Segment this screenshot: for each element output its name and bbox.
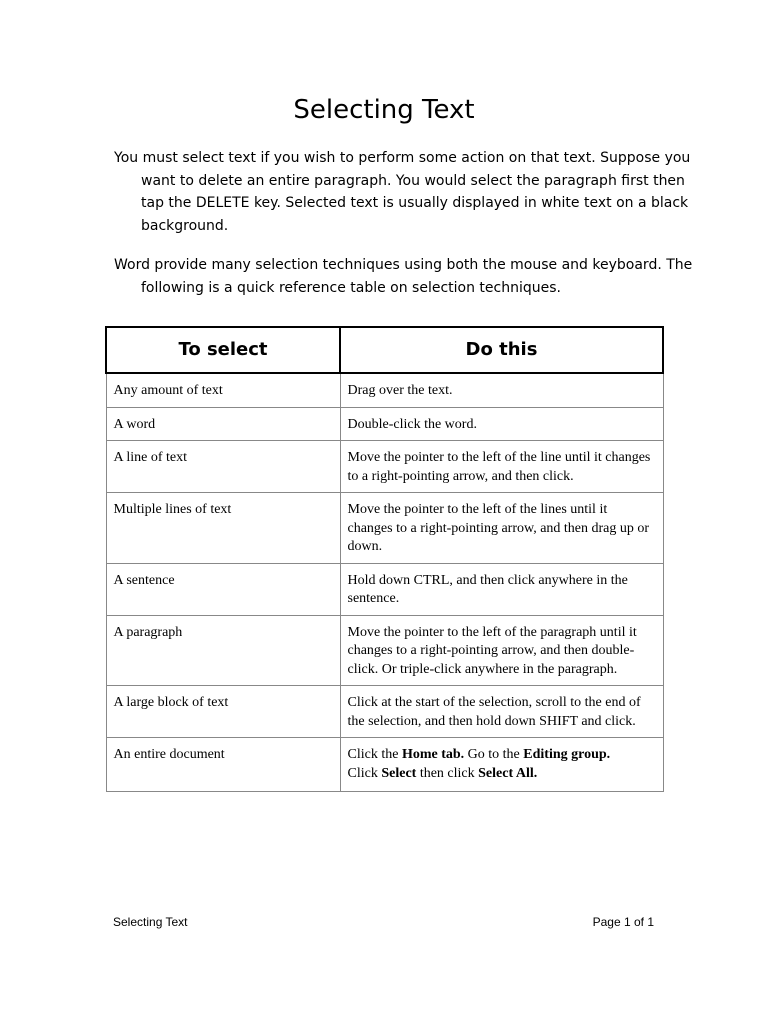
header-do-this: Do this	[340, 327, 663, 373]
selection-reference-table	[105, 326, 664, 792]
table-row	[106, 407, 663, 441]
table-row	[106, 686, 663, 738]
action-cell: Move the pointer to the left of the paragraph until it changes to a right-pointing arrow, and then double-click. Or triple-click anywhere in the paragraph.	[340, 615, 663, 686]
select-cell: A line of text	[106, 441, 340, 493]
select-cell: An entire document	[106, 738, 340, 792]
action-text: Go to the	[464, 747, 524, 762]
select-cell: A large block of text	[106, 686, 340, 738]
action-cell: Click at the start of the selection, scroll to the end of the selection, and then hold down SHIFT and click.	[340, 686, 663, 738]
action-cell: Drag over the text.	[340, 373, 663, 407]
select-cell: A word	[106, 407, 340, 441]
select-cell: A sentence	[106, 563, 340, 615]
editing-group-label: Editing group.	[523, 747, 611, 762]
intro-paragraph: You must select text if you wish to perform some action on that text. Suppose you want to delete an entire paragraph. You would select the paragraph first then tap the DELETE key. Selected text is usually displayed in white text on a black background.	[114, 150, 691, 234]
select-cell: A paragraph	[106, 615, 340, 686]
select-all-command-label: Select All.	[478, 765, 538, 781]
action-cell: Double-click the word.	[340, 407, 663, 441]
select-command-label: Select	[381, 765, 417, 781]
page-title: Selecting Text	[293, 95, 475, 126]
action-cell	[340, 738, 663, 792]
footer-page-number: Page 1 of 1	[592, 915, 654, 929]
action-text: then click	[416, 765, 479, 781]
table-row	[106, 615, 663, 686]
table-row	[106, 563, 663, 615]
techniques-paragraph: Word provide many selection techniques using both the mouse and keyboard. The following is a quick reference table on selection techniques.	[114, 257, 693, 296]
action-text: Click	[347, 765, 382, 781]
select-cell: Multiple lines of text	[106, 493, 340, 564]
action-text: Click the	[347, 747, 402, 762]
home-tab-label: Home tab.	[401, 747, 465, 762]
action-cell: Hold down CTRL, and then click anywhere in the sentence.	[340, 563, 663, 615]
table-row	[106, 373, 663, 407]
footer-title: Selecting Text	[113, 915, 188, 929]
action-cell: Move the pointer to the left of the line until it changes to a right-pointing arrow, and then click.	[340, 441, 663, 493]
table-row	[106, 441, 663, 493]
table-row	[106, 738, 663, 792]
action-cell: Move the pointer to the left of the lines until it changes to a right-pointing arrow, and then drag up or down.	[340, 493, 663, 564]
select-cell: Any amount of text	[106, 373, 340, 407]
table-header-row	[106, 327, 663, 373]
table-row	[106, 493, 663, 564]
header-to-select: To select	[106, 327, 340, 373]
